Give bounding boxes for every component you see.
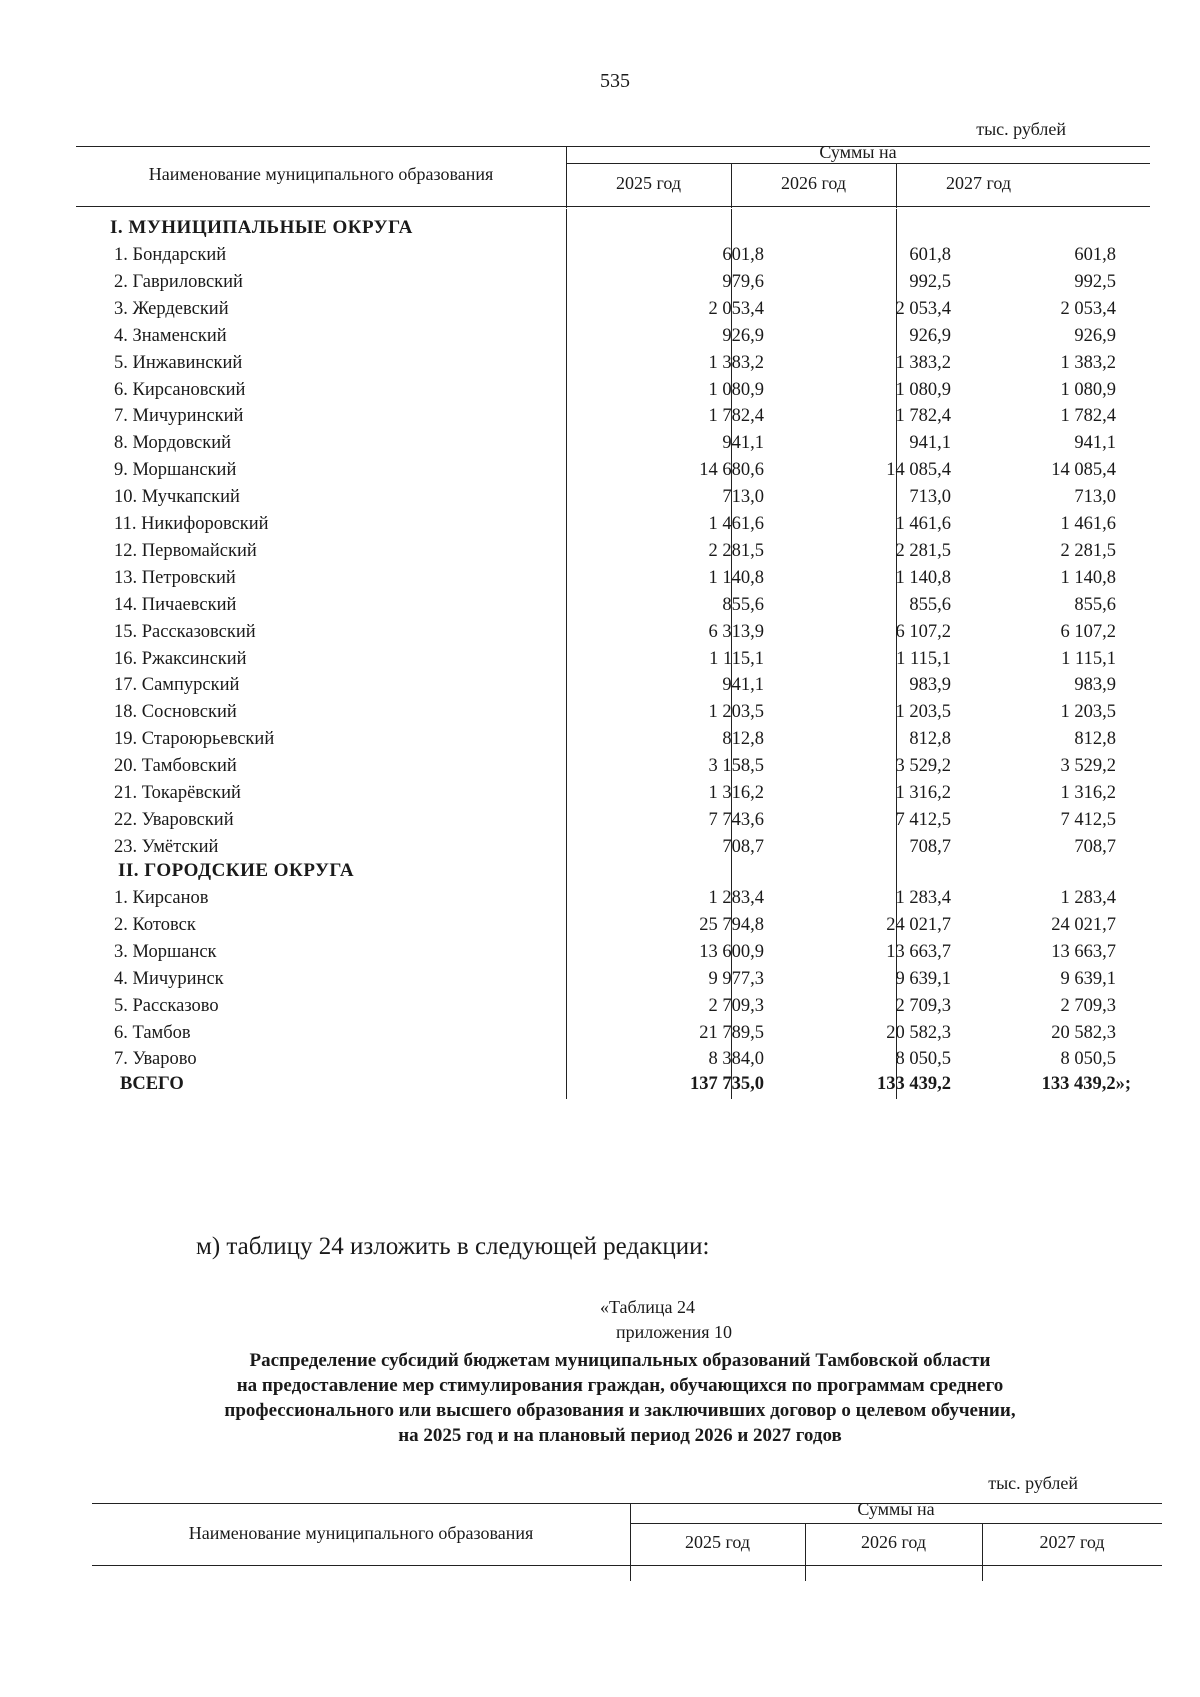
municipality-name: 1. Бондарский (114, 245, 227, 265)
total-2026: 133 439,2 (877, 1074, 951, 1094)
table-row (76, 595, 1150, 623)
units-label: тыс. рублей (988, 1473, 1078, 1493)
amount-2027: 1 115,1 (1061, 648, 1116, 669)
amount-2026: 1 461,6 (895, 514, 951, 534)
table1-year-2026-header: 2026 год (780, 173, 847, 193)
municipality-name: 19. Староюрьевский (114, 729, 275, 750)
table2-header-bottom-rule (92, 1565, 1162, 1566)
table-row (76, 915, 1150, 943)
municipality-name: 3. Жердевский (114, 298, 229, 319)
table-row (76, 514, 1150, 542)
amount-2025: 1 461,6 (708, 514, 764, 534)
table-row (76, 487, 1150, 515)
amount-2027: 3 529,2 (1060, 756, 1116, 777)
amount-2027: 855,6 (1074, 594, 1116, 615)
municipality-name: 9. Моршанский (114, 460, 237, 481)
municipality-name: 17. Сампурский (114, 675, 240, 696)
amount-2025: 855,6 (722, 594, 764, 615)
page-number: 535 (600, 70, 630, 92)
amount-2026: 1 782,4 (895, 406, 951, 427)
table-row (76, 299, 1150, 327)
amount-2027: 1 461,6 (1060, 514, 1116, 534)
table-row (76, 783, 1150, 811)
amount-2027: 2 053,4 (1060, 298, 1116, 319)
amount-2026: 2 281,5 (895, 540, 951, 561)
amount-2025: 941,1 (722, 433, 764, 454)
table-row (76, 649, 1150, 677)
amount-2026: 926,9 (909, 325, 951, 346)
amount-2027: 20 582,3 (1051, 1022, 1116, 1043)
amount-2026: 7 412,5 (895, 809, 951, 830)
amount-2027: 601,8 (1074, 245, 1116, 265)
title-line: на 2025 год и на плановый период 2026 и 2027 годов (398, 1425, 842, 1446)
table-row (76, 353, 1150, 381)
municipality-name: 7. Уварово (114, 1049, 197, 1070)
municipality-name: 22. Уваровский (114, 809, 234, 830)
table2-sums-header: Суммы на (857, 1499, 935, 1519)
amount-2026: 14 085,4 (886, 460, 951, 481)
amount-2026: 713,0 (909, 487, 951, 508)
amount-2027: 1 140,8 (1060, 567, 1116, 588)
amount-2025: 7 743,6 (708, 809, 764, 830)
table2-title (120, 1348, 1120, 1448)
table-row (76, 326, 1150, 354)
municipality-name: 4. Мичуринск (114, 968, 224, 989)
amount-2025: 1 782,4 (708, 406, 764, 427)
amount-2026: 812,8 (909, 729, 951, 750)
amount-2027: 713,0 (1074, 487, 1116, 508)
table-reference-line: «Таблица 24 (600, 1297, 695, 1317)
table-row (76, 541, 1150, 569)
amount-2025: 713,0 (722, 487, 764, 508)
municipality-name: 10. Мучкапский (114, 487, 240, 508)
amount-2025: 1 383,2 (708, 352, 764, 373)
municipality-name: 1. Кирсанов (114, 888, 209, 908)
table-row (76, 568, 1150, 596)
amount-2027: 14 085,4 (1051, 460, 1116, 481)
amount-2026: 1 383,2 (895, 352, 951, 373)
table2-year-2026-header: 2026 год (860, 1532, 927, 1552)
amount-2027: 1 316,2 (1060, 783, 1116, 803)
table1-header-bottom-rule (76, 206, 1150, 207)
table-row (76, 702, 1150, 730)
table1-sums-header: Суммы на (819, 142, 897, 162)
table1-body (76, 217, 1150, 1108)
municipality-name: 3. Моршанск (114, 941, 217, 962)
municipality-name: 16. Ржаксинский (114, 648, 247, 669)
municipality-name: 13. Петровский (114, 567, 236, 588)
amount-2027: 13 663,7 (1051, 941, 1116, 962)
amount-2025: 2 281,5 (708, 540, 764, 561)
table1-header-mid-rule (566, 163, 1150, 164)
amount-2027: 24 021,7 (1051, 914, 1116, 935)
amount-2027: 992,5 (1074, 271, 1116, 292)
amount-2027: 1 080,9 (1060, 379, 1116, 400)
table-row (76, 380, 1150, 408)
units-label: тыс. рублей (976, 119, 1066, 139)
table-row (76, 460, 1150, 488)
amount-2026: 8 050,5 (895, 1049, 951, 1070)
amount-2025: 941,1 (722, 675, 764, 696)
total-2027: 133 439,2»; (1041, 1074, 1131, 1094)
title-line: профессионального или высшего образования и заключивших договор о целевом обучении, (224, 1400, 1016, 1421)
table2-year-2027-header: 2027 год (1039, 1532, 1105, 1552)
amount-2027: 1 203,5 (1060, 702, 1116, 723)
table-row (76, 756, 1150, 784)
amount-2027: 1 383,2 (1060, 352, 1116, 373)
amount-2027: 2 281,5 (1060, 540, 1116, 561)
table1-year-2025-header: 2025 год (615, 173, 682, 193)
table-row (76, 942, 1150, 970)
amount-2027: 983,9 (1074, 675, 1116, 696)
amount-2026: 1 316,2 (895, 783, 951, 803)
table2-name-column-header: Наименование муниципального образования (188, 1523, 534, 1543)
amount-2025: 708,7 (722, 836, 764, 857)
amount-2026: 983,9 (909, 675, 951, 696)
municipality-name: 2. Котовск (114, 914, 196, 935)
amount-2025: 1 080,9 (708, 379, 764, 400)
amount-2025: 926,9 (722, 325, 764, 346)
amount-2025: 1 283,4 (708, 888, 764, 908)
table-row (76, 622, 1150, 650)
table-reference-line: приложения 10 (616, 1322, 733, 1342)
amount-2027: 7 412,5 (1060, 809, 1116, 830)
amount-2025: 9 977,3 (708, 968, 764, 989)
amount-2026: 1 140,8 (895, 567, 951, 588)
municipality-name: 21. Токарёвский (114, 783, 241, 803)
municipality-name: 4. Знаменский (114, 325, 227, 346)
amount-2027: 8 050,5 (1060, 1049, 1116, 1070)
amount-2026: 1 115,1 (896, 648, 951, 669)
table1-name-column-header: Наименование муниципального образования (148, 164, 494, 184)
municipality-name: 2. Гавриловский (114, 271, 243, 292)
section-title: I. МУНИЦИПАЛЬНЫЕ ОКРУГА (110, 217, 413, 238)
table-row (76, 969, 1150, 997)
amount-2026: 601,8 (909, 245, 951, 265)
amount-2025: 601,8 (722, 245, 764, 265)
table-row (76, 729, 1150, 757)
amount-2025: 2 053,4 (708, 298, 764, 319)
amount-2025: 14 680,6 (699, 460, 764, 481)
table-row (76, 810, 1150, 838)
municipality-name: 11. Никифоровский (114, 514, 269, 534)
amount-2026: 1 203,5 (895, 702, 951, 723)
municipality-name: 5. Рассказово (114, 995, 219, 1016)
total-2025: 137 735,0 (690, 1074, 764, 1094)
amount-2026: 24 021,7 (886, 914, 951, 935)
table2-header (92, 1499, 1162, 1571)
amount-2025: 25 794,8 (699, 914, 764, 935)
amount-2025: 1 316,2 (708, 783, 764, 803)
amount-2025: 1 203,5 (708, 702, 764, 723)
amount-2026: 20 582,3 (886, 1022, 951, 1043)
total-label: ВСЕГО (120, 1074, 184, 1094)
municipality-name: 6. Кирсановский (114, 379, 246, 400)
amount-2026: 1 080,9 (895, 379, 951, 400)
table2-year-2025-header: 2025 год (684, 1532, 751, 1552)
table-row (76, 433, 1150, 461)
amount-2025: 812,8 (722, 729, 764, 750)
table-row (76, 1023, 1150, 1051)
amount-2025: 1 115,1 (709, 648, 764, 669)
table2-header-mid-rule (630, 1523, 1162, 1524)
table-row (76, 888, 1150, 916)
amount-2026: 941,1 (909, 433, 951, 454)
amount-2027: 9 639,1 (1060, 968, 1116, 989)
amount-2026: 1 283,4 (895, 888, 951, 908)
amount-2027: 708,7 (1074, 836, 1116, 857)
table-row (76, 272, 1150, 300)
amount-2026: 855,6 (909, 594, 951, 615)
table-row (76, 675, 1150, 703)
amount-2026: 708,7 (909, 836, 951, 857)
municipality-name: 23. Умётский (114, 836, 219, 857)
amount-2026: 2 709,3 (895, 995, 951, 1016)
municipality-name: 5. Инжавинский (114, 352, 243, 373)
amount-2027: 941,1 (1074, 433, 1116, 454)
amount-2025: 3 158,5 (708, 756, 764, 777)
municipality-name: 8. Мордовский (114, 433, 232, 454)
amount-2026: 6 107,2 (895, 621, 951, 642)
table1-total-row (76, 1074, 1150, 1102)
amendment-instruction: м) таблицу 24 изложить в следующей редакции: (196, 1233, 710, 1260)
table1-header (76, 142, 1150, 209)
amount-2027: 812,8 (1074, 729, 1116, 750)
amount-2025: 8 384,0 (708, 1049, 764, 1070)
amount-2025: 2 709,3 (708, 995, 764, 1016)
amount-2027: 1 283,4 (1060, 888, 1116, 908)
amount-2027: 1 782,4 (1060, 406, 1116, 427)
municipality-name: 15. Рассказовский (114, 621, 256, 642)
municipality-name: 20. Тамбовский (114, 756, 237, 777)
section-title: II. ГОРОДСКИЕ ОКРУГА (118, 860, 355, 881)
table1-year-2027-header: 2027 год (945, 173, 1012, 193)
amount-2025: 21 789,5 (699, 1022, 764, 1043)
municipality-name: 7. Мичуринский (114, 406, 244, 427)
amount-2027: 2 709,3 (1060, 995, 1116, 1016)
amount-2026: 992,5 (909, 271, 951, 292)
section-title-urban-districts (76, 860, 1150, 888)
municipality-name: 6. Тамбов (114, 1022, 191, 1043)
municipality-name: 18. Сосновский (114, 702, 237, 723)
amount-2026: 9 639,1 (895, 968, 951, 989)
amount-2025: 1 140,8 (708, 567, 764, 588)
amount-2025: 6 313,9 (708, 621, 764, 642)
amount-2026: 13 663,7 (886, 941, 951, 962)
amount-2026: 2 053,4 (895, 298, 951, 319)
table-row (76, 245, 1150, 273)
amount-2026: 3 529,2 (895, 756, 951, 777)
table-reference (600, 1295, 732, 1345)
amount-2027: 6 107,2 (1060, 621, 1116, 642)
section-title-municipal-districts (76, 217, 1150, 245)
municipality-name: 14. Пичаевский (114, 594, 237, 615)
table-row (76, 996, 1150, 1024)
amount-2027: 926,9 (1074, 325, 1116, 346)
table-row (76, 406, 1150, 434)
municipality-name: 12. Первомайский (114, 540, 257, 561)
amount-2025: 13 600,9 (699, 941, 764, 962)
amount-2025: 979,6 (722, 271, 764, 292)
title-line: Распределение субсидий бюджетам муниципальных образований Тамбовской области (249, 1350, 991, 1371)
title-line: на предоставление мер стимулирования граждан, обучающихся по программам среднего (236, 1375, 1004, 1396)
